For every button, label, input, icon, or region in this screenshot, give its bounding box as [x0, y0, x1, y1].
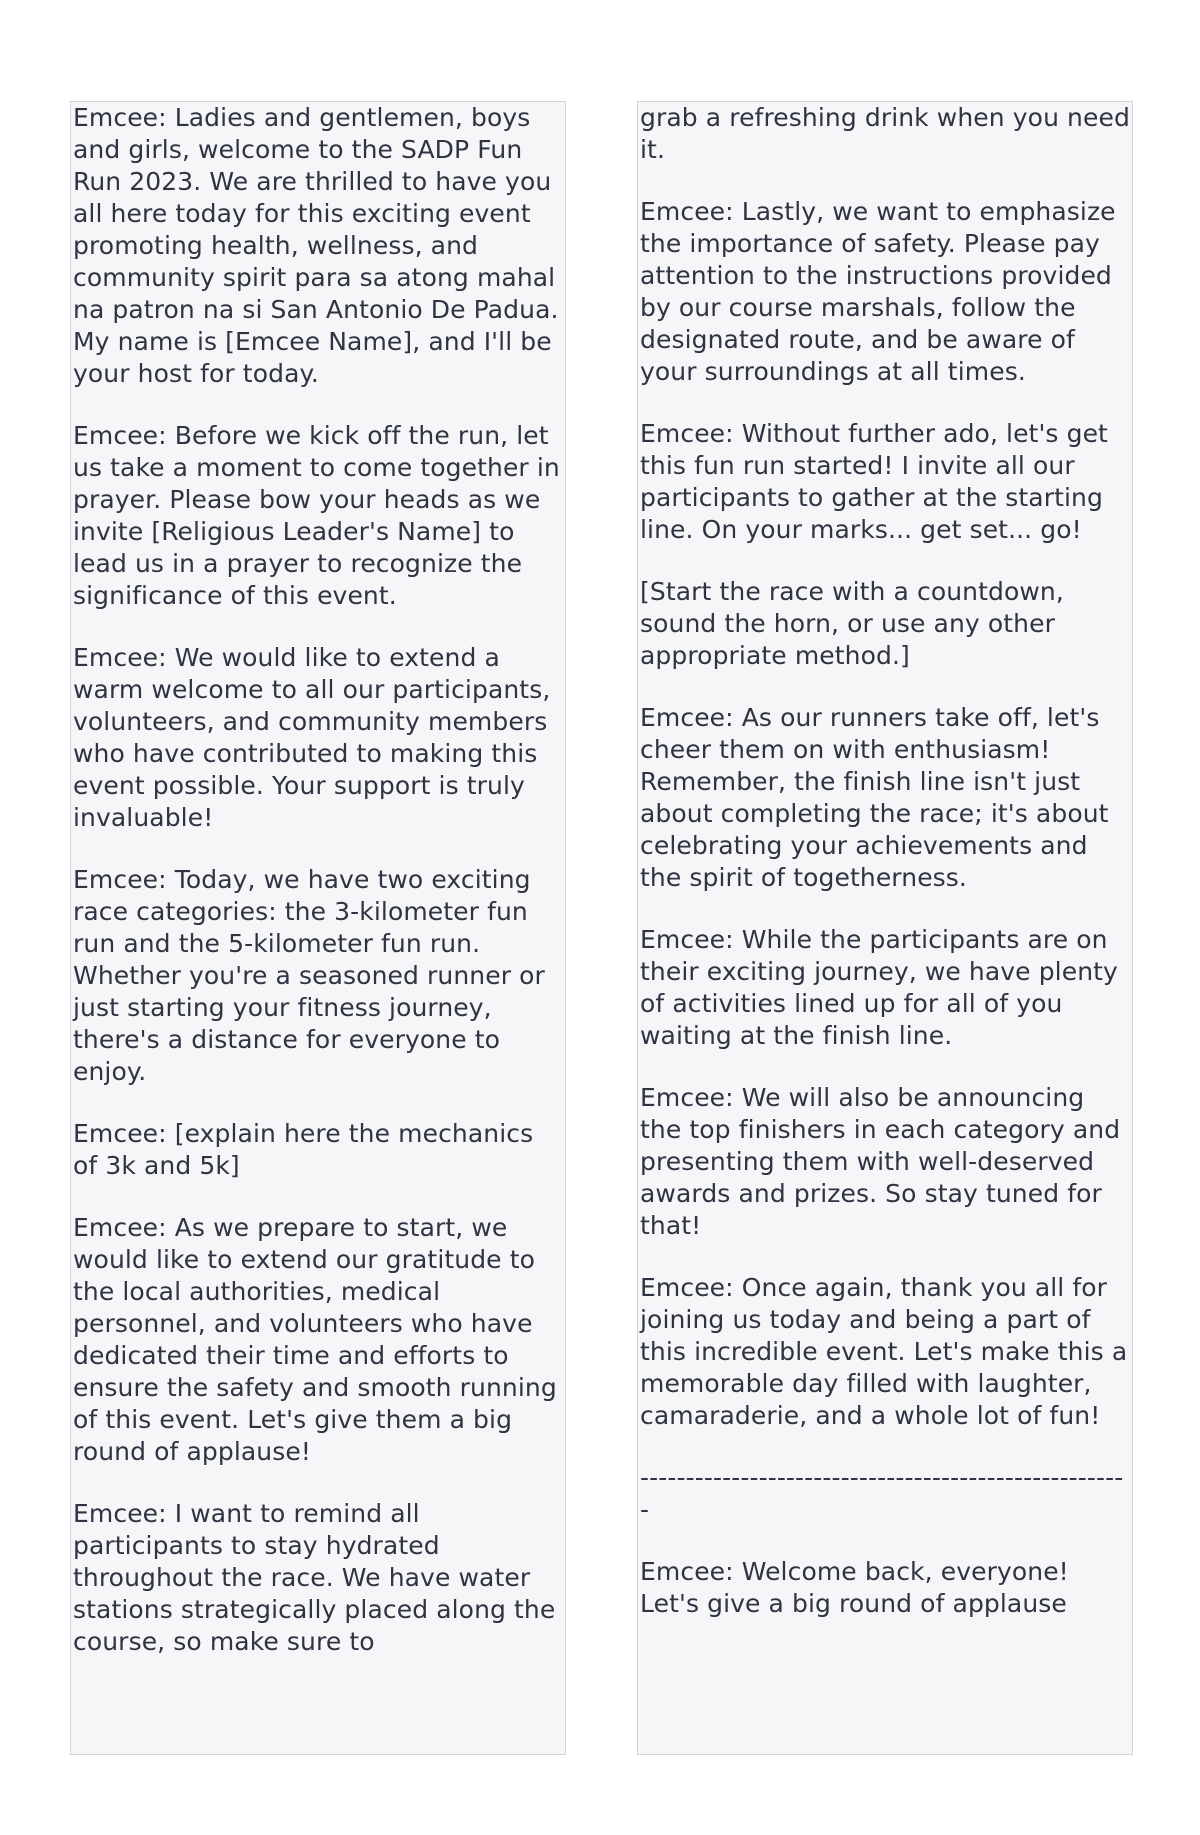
paragraph-activities: Emcee: While the participants are on their exciting journey, we have plenty of activities lined up for all of you waiting at the finish line. — [640, 925, 1126, 1050]
paragraph-awards: Emcee: We will also be announcing the top finishers in each category and presenting them with well-deserved awards and prizes. So stay tuned for that! — [640, 1083, 1129, 1240]
paragraph-mechanics: Emcee: [explain here the mechanics of 3k and 5k] — [73, 1119, 542, 1180]
paragraph-start: Emcee: Without further ado, let's get this fun run started! I invite all our participants to gather at the starting line. On your marks... get set... go! — [640, 419, 1117, 544]
paragraph-hydration-cont: grab a refreshing drink when you need it. — [640, 103, 1138, 164]
paragraph-gratitude: Emcee: As we prepare to start, we would like to extend our gratitude to the local authorities, medical personnel, and volunteers who have dedicated their time and efforts to ensure the safety and smooth running of this event. Let's give them a big round of applause! — [73, 1213, 565, 1466]
section-divider: ------------------------------------------------------ — [640, 1463, 1124, 1524]
paragraph-cheer: Emcee: As our runners take off, let's cheer them on with enthusiasm! Remember, the finish line isn't just about completing the race; it's about celebrating your achievements and the spirit of togetherness. — [640, 703, 1117, 892]
paragraph-welcome-back: Emcee: Welcome back, everyone! Let's give a big round of applause — [640, 1557, 1077, 1618]
paragraph-prayer: Emcee: Before we kick off the run, let us take a moment to come together in prayer. Please bow your heads as we invite [Religious Leader's Name] to lead us in a prayer to recognize the significance of this event. — [73, 421, 568, 610]
document-column-right — [637, 101, 1138, 1755]
paragraph-welcome: Emcee: Ladies and gentlemen, boys and girls, welcome to the SADP Fun Run 2023. We are thrilled to have you all here today for this exciting event promoting health, wellness, and community spirit para sa atong mahal na patron na si San Antonio De Padua. My name is [Emcee Name], and I'll be your host for today. — [73, 103, 567, 388]
paragraph-warm-welcome: Emcee: We would like to extend a warm welcome to all our participants, volunteers, and community members who have contributed to making this event possible. Your support is truly invaluable! — [73, 643, 559, 832]
paragraph-thanks: Emcee: Once again, thank you all for joining us today and being a part of this incredible event. Let's make this a memorable day filled with laughter, camaraderie, and a whole lot of fun! — [640, 1273, 1136, 1430]
document-column-left — [70, 101, 566, 1755]
paragraph-race-categories: Emcee: Today, we have two exciting race categories: the 3-kilometer fun run and the 5-kilometer fun run. Whether you're a seasoned runner or just starting your fitness journey, there's a distance for everyone to enjoy. — [73, 865, 553, 1086]
paragraph-hydration: Emcee: I want to remind all participants to stay hydrated throughout the race. We have water stations strategically placed along the course, so make sure to — [73, 1499, 564, 1656]
paragraph-safety: Emcee: Lastly, we want to emphasize the importance of safety. Please pay attention to the instructions provided by our course marshals, follow the designated route, and be aware of your surroundings at all times. — [640, 197, 1124, 386]
paragraph-countdown-note: [Start the race with a countdown, sound the horn, or use any other appropriate method.] — [640, 577, 1072, 670]
